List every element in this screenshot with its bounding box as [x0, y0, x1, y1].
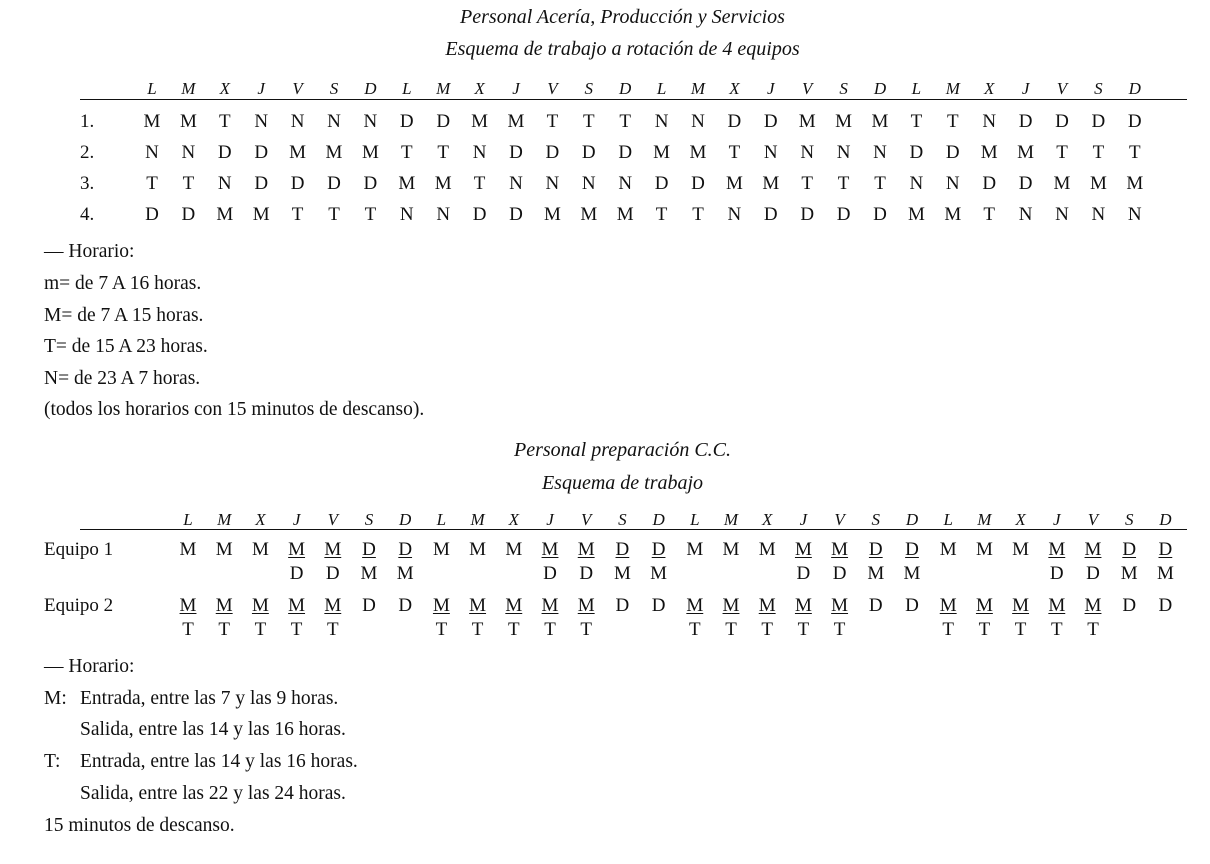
- shift-cell-primary: M: [686, 595, 704, 616]
- day-header-cell: D: [1128, 79, 1141, 98]
- shift-cell: M: [325, 142, 343, 163]
- shift-cell: D: [691, 173, 705, 194]
- shift-cell: D: [836, 204, 851, 225]
- shift-cell-primary: D: [1158, 595, 1173, 616]
- shift-cell: N: [1091, 204, 1106, 225]
- shift-cell-secondary: M: [1156, 563, 1174, 584]
- section2-title: Personal preparación C.C.: [513, 439, 732, 461]
- shift-cell-secondary: T: [1014, 619, 1027, 640]
- day-header-cell: M: [945, 79, 960, 98]
- shift-cell: N: [691, 111, 705, 132]
- shift-cell-primary: D: [398, 539, 413, 560]
- shift-cell: N: [363, 111, 378, 132]
- section1-title: Personal Acería, Producción y Servicios: [460, 6, 785, 28]
- section1-subtitle: Esquema de trabajo a rotación de 4 equipos: [445, 38, 800, 60]
- shift-cell: D: [254, 173, 269, 194]
- shift-cell-primary: M: [215, 539, 233, 560]
- shift-cell: T: [473, 173, 486, 194]
- shift-cell: M: [179, 111, 197, 132]
- team-label: 2.: [80, 142, 95, 163]
- day-header-cell: L: [402, 79, 412, 98]
- shift-cell-primary: D: [1158, 539, 1173, 560]
- shift-cell: D: [399, 111, 414, 132]
- shift-cell: D: [254, 142, 269, 163]
- shift-cell: N: [1127, 204, 1142, 225]
- shift-cell-secondary: M: [650, 563, 668, 584]
- day-header-cell: X: [1015, 510, 1026, 529]
- shift-cell: N: [1018, 204, 1033, 225]
- shift-cell: T: [218, 111, 231, 132]
- shift-cell: D: [581, 142, 596, 163]
- day-header-cell: D: [619, 79, 632, 98]
- shift-cell: D: [436, 111, 451, 132]
- day-header-cell: X: [761, 510, 773, 529]
- day-header-cell: X: [729, 79, 740, 98]
- day-header-cell: S: [584, 79, 594, 98]
- shift-cell-secondary: D: [832, 563, 847, 584]
- shift-cell-primary: M: [939, 539, 957, 560]
- shift-cell: D: [545, 142, 560, 163]
- shift-cell: N: [254, 111, 269, 132]
- day-header-cell: V: [1087, 510, 1099, 529]
- day-header-cell: J: [292, 510, 301, 529]
- shift-cell: D: [945, 142, 960, 163]
- shift-cell-secondary: T: [1050, 619, 1063, 640]
- shift-cell: M: [944, 204, 962, 225]
- shift-cell-primary: M: [215, 595, 233, 616]
- shift-cell: D: [1091, 111, 1106, 132]
- shift-cell-primary: M: [939, 595, 957, 616]
- day-header-cell: J: [1021, 79, 1030, 98]
- shift-cell-secondary: T: [435, 619, 448, 640]
- day-header-cell: V: [834, 510, 845, 529]
- team-label: 3.: [80, 173, 95, 194]
- day-header-cell: J: [546, 510, 554, 529]
- schedule-note: m= de 7 A 16 horas.: [44, 273, 202, 294]
- shift-cell-primary: M: [179, 539, 197, 560]
- shift-cell-secondary: M: [867, 563, 885, 584]
- shift-cell: D: [800, 204, 815, 225]
- day-header-cell: M: [436, 79, 451, 98]
- shift-cell: N: [436, 204, 451, 225]
- schedule-note: — Horario:: [44, 241, 135, 262]
- shift-cell-primary: M: [1084, 539, 1102, 560]
- shift-cell: T: [582, 111, 595, 132]
- t-salida: Salida, entre las 22 y las 24 horas.: [80, 783, 346, 804]
- day-header-cell: S: [839, 79, 848, 98]
- shift-cell: M: [798, 111, 816, 132]
- day-header-cell: X: [255, 510, 266, 529]
- day-header-cell: S: [618, 510, 627, 529]
- day-header-cell: S: [871, 510, 881, 529]
- shift-cell-secondary: T: [326, 619, 339, 640]
- shift-cell-secondary: T: [471, 619, 484, 640]
- shift-cell: N: [181, 142, 196, 163]
- shift-cell-primary: M: [1048, 539, 1066, 560]
- shift-cell-secondary: T: [182, 619, 194, 640]
- shift-cell: T: [874, 173, 886, 194]
- shift-cell-primary: M: [1012, 595, 1030, 616]
- shift-cell: M: [835, 111, 853, 132]
- schedule-note: T= de 15 A 23 horas.: [44, 336, 208, 357]
- m-key: M:: [44, 688, 67, 709]
- shift-cell: M: [1126, 173, 1144, 194]
- t-entrada: Entrada, entre las 14 y las 16 horas.: [80, 751, 358, 772]
- shift-cell: N: [654, 111, 669, 132]
- shift-cell: M: [289, 142, 307, 163]
- shift-cell-primary: M: [577, 539, 595, 560]
- shift-cell-primary: D: [1122, 539, 1137, 560]
- section2-horario-heading: — Horario:: [44, 656, 135, 677]
- shift-cell-primary: M: [831, 539, 849, 560]
- shift-cell: T: [1092, 142, 1105, 163]
- shift-cell-primary: D: [362, 539, 376, 560]
- shift-cell-primary: M: [432, 539, 450, 560]
- shift-cell-secondary: T: [507, 619, 520, 640]
- shift-cell: M: [398, 173, 416, 194]
- day-header-cell: D: [873, 79, 887, 98]
- day-header-cell: V: [292, 79, 303, 98]
- shift-cell-primary: M: [505, 539, 523, 560]
- shift-cell: T: [910, 111, 923, 132]
- shift-cell: T: [364, 204, 377, 225]
- day-header-cell: D: [905, 510, 919, 529]
- shift-cell: M: [653, 142, 671, 163]
- shift-cell: D: [1018, 111, 1033, 132]
- shift-cell-secondary: D: [1086, 563, 1100, 584]
- shift-cell-secondary: T: [761, 619, 773, 640]
- t-key: T:: [44, 751, 61, 772]
- shift-cell-primary: D: [905, 595, 919, 616]
- shift-cell: N: [836, 142, 851, 163]
- day-header-cell: J: [1053, 510, 1061, 529]
- shift-cell: D: [982, 173, 997, 194]
- day-header-cell: S: [1124, 510, 1134, 529]
- shift-cell-primary: M: [432, 595, 450, 616]
- day-header-cell: M: [181, 79, 196, 98]
- day-header-cell: M: [690, 79, 706, 98]
- m-entrada: Entrada, entre las 7 y las 9 horas.: [80, 688, 339, 709]
- shift-cell: T: [328, 204, 340, 225]
- shift-cell-secondary: T: [218, 619, 230, 640]
- shift-cell-primary: M: [469, 539, 487, 560]
- shift-cell: T: [146, 173, 158, 194]
- shift-cell-primary: D: [1122, 595, 1137, 616]
- equipo-label: Equipo 1: [44, 539, 114, 560]
- shift-cell: M: [361, 142, 379, 163]
- shift-cell-primary: D: [615, 595, 630, 616]
- shift-cell-primary: M: [975, 595, 993, 616]
- shift-cell-primary: M: [288, 595, 306, 616]
- day-header-cell: L: [147, 79, 157, 98]
- shift-cell-secondary: M: [360, 563, 378, 584]
- shift-cell-primary: M: [722, 595, 740, 616]
- day-header-cell: S: [364, 510, 374, 529]
- shift-cell: D: [290, 173, 305, 194]
- shift-cell: N: [472, 142, 487, 163]
- shift-cell-secondary: T: [254, 619, 267, 640]
- shift-cell-primary: M: [251, 595, 269, 616]
- shift-cell: T: [437, 142, 449, 163]
- shift-cell: N: [945, 173, 960, 194]
- shift-cell: T: [400, 142, 413, 163]
- shift-cell: N: [982, 111, 997, 132]
- shift-cell-secondary: D: [543, 563, 557, 584]
- team-label: 1.: [80, 111, 95, 132]
- shift-cell-secondary: M: [1120, 563, 1138, 584]
- day-header-cell: L: [943, 510, 953, 529]
- equipo-label: Equipo 2: [44, 595, 114, 616]
- shift-cell: D: [763, 204, 778, 225]
- day-header-cell: X: [983, 79, 995, 98]
- shift-cell: N: [763, 142, 778, 163]
- shift-cell-primary: M: [758, 539, 776, 560]
- shift-cell: N: [909, 173, 924, 194]
- day-header-cell: V: [580, 510, 592, 529]
- day-header-cell: J: [799, 510, 808, 529]
- shift-cell: M: [980, 142, 998, 163]
- day-header-cell: D: [364, 79, 377, 98]
- day-header-cell: J: [512, 79, 520, 98]
- shift-cell-secondary: M: [396, 563, 414, 584]
- shift-cell: T: [728, 142, 741, 163]
- shift-cell-primary: M: [577, 595, 595, 616]
- shift-cell: T: [182, 173, 195, 194]
- shift-cell: N: [509, 173, 523, 194]
- shift-cell: M: [871, 111, 889, 132]
- shift-cell: D: [873, 204, 887, 225]
- shift-cell-secondary: T: [725, 619, 737, 640]
- day-header-cell: D: [1159, 510, 1172, 529]
- shift-cell: T: [619, 111, 631, 132]
- shift-cell: D: [327, 173, 341, 194]
- schedule-note: M= de 7 A 15 horas.: [44, 305, 204, 326]
- day-header-cell: M: [977, 510, 992, 529]
- day-header-cell: J: [767, 79, 775, 98]
- shift-cell-secondary: M: [613, 563, 631, 584]
- shift-cell: M: [434, 173, 452, 194]
- day-header-cell: X: [219, 79, 230, 98]
- shift-cell-primary: M: [1084, 595, 1102, 616]
- shift-cell-primary: M: [179, 595, 197, 616]
- day-header-cell: S: [1094, 79, 1103, 98]
- shift-cell-secondary: D: [1049, 563, 1064, 584]
- day-header-cell: L: [436, 510, 447, 529]
- shift-cell-primary: D: [615, 539, 630, 560]
- schedule-note: N= de 23 A 7 horas.: [44, 368, 201, 389]
- shift-cell-primary: M: [324, 539, 342, 560]
- day-header-cell: M: [723, 510, 739, 529]
- shift-cell: D: [472, 204, 487, 225]
- shift-cell: D: [1127, 111, 1142, 132]
- shift-cell: N: [545, 173, 560, 194]
- day-header-cell: L: [656, 79, 667, 98]
- shift-cell-secondary: T: [833, 619, 846, 640]
- shift-cell-secondary: D: [579, 563, 594, 584]
- day-header-cell: L: [183, 510, 193, 529]
- shift-cell-primary: M: [505, 595, 523, 616]
- team-label: 4.: [80, 204, 95, 225]
- shift-cell: T: [1056, 142, 1068, 163]
- shift-cell: T: [291, 204, 304, 225]
- shift-cell-secondary: D: [325, 563, 340, 584]
- shift-cell: N: [618, 173, 633, 194]
- shift-cell: D: [363, 173, 378, 194]
- shift-cell-primary: D: [651, 539, 666, 560]
- shift-cell: M: [216, 204, 234, 225]
- shift-cell-primary: M: [1012, 539, 1030, 560]
- shift-cell-secondary: T: [290, 619, 303, 640]
- day-header-cell: V: [547, 79, 558, 98]
- shift-cell: D: [1055, 111, 1069, 132]
- shift-cell: T: [983, 204, 995, 225]
- shift-cell: T: [1128, 142, 1141, 163]
- day-header-cell: J: [257, 79, 265, 98]
- shift-cell-primary: M: [541, 595, 559, 616]
- shift-cell: M: [1089, 173, 1107, 194]
- shift-cell-primary: M: [831, 595, 849, 616]
- shift-cell: M: [689, 142, 707, 163]
- shift-cell: T: [837, 173, 850, 194]
- shift-cell-primary: M: [1048, 595, 1066, 616]
- shift-cell: M: [907, 204, 925, 225]
- shift-cell: N: [290, 111, 305, 132]
- shift-cell-secondary: T: [544, 619, 556, 640]
- shift-cell: N: [217, 173, 232, 194]
- shift-cell: M: [1017, 142, 1035, 163]
- shift-cell-secondary: T: [580, 619, 592, 640]
- shift-cell-secondary: T: [1087, 619, 1099, 640]
- shift-cell-secondary: D: [796, 563, 811, 584]
- shift-cell: N: [327, 111, 341, 132]
- shift-cell: T: [655, 204, 668, 225]
- day-header-cell: M: [470, 510, 485, 529]
- day-header-cell: D: [652, 510, 665, 529]
- shift-cell-primary: M: [975, 539, 993, 560]
- shift-cell: T: [801, 173, 813, 194]
- shift-cell: N: [399, 204, 414, 225]
- shift-cell: D: [509, 204, 523, 225]
- shift-cell: D: [654, 173, 669, 194]
- day-header-cell: D: [399, 510, 412, 529]
- schedule-note: (todos los horarios con 15 minutos de descanso).: [44, 399, 425, 420]
- shift-cell: D: [181, 204, 196, 225]
- shift-cell-secondary: T: [978, 619, 991, 640]
- shift-cell: M: [471, 111, 489, 132]
- descanso-note: 15 minutos de descanso.: [44, 815, 235, 836]
- day-header-cell: M: [217, 510, 232, 529]
- shift-cell: T: [946, 111, 959, 132]
- shift-cell: M: [1053, 173, 1071, 194]
- shift-cell-primary: M: [794, 595, 812, 616]
- shift-cell-secondary: T: [797, 619, 810, 640]
- shift-cell-primary: M: [541, 539, 559, 560]
- shift-cell: D: [217, 142, 232, 163]
- shift-cell: N: [800, 142, 815, 163]
- shift-cell: M: [543, 204, 561, 225]
- shift-cell-secondary: T: [942, 619, 954, 640]
- section2-subtitle: Esquema de trabajo: [541, 472, 704, 494]
- shift-cell: D: [1018, 173, 1033, 194]
- shift-cell: N: [581, 173, 596, 194]
- day-header-cell: S: [329, 79, 339, 98]
- shift-cell: M: [507, 111, 525, 132]
- shift-cell-primary: D: [651, 595, 666, 616]
- shift-cell-primary: M: [686, 539, 704, 560]
- shift-cell-primary: D: [868, 539, 883, 560]
- day-header-cell: L: [911, 79, 922, 98]
- shift-cell: M: [725, 173, 743, 194]
- shift-cell-primary: M: [722, 539, 740, 560]
- shift-cell: N: [727, 204, 742, 225]
- section2-rule: [80, 529, 1187, 530]
- shift-cell-secondary: D: [289, 563, 304, 584]
- day-header-cell: X: [508, 510, 519, 529]
- shift-cell: D: [145, 204, 159, 225]
- day-header-cell: V: [327, 510, 338, 529]
- day-header-cell: X: [474, 79, 485, 98]
- shift-cell: D: [727, 111, 742, 132]
- section1-rule: [80, 99, 1187, 100]
- shift-cell-secondary: M: [903, 563, 921, 584]
- shift-cell: T: [692, 204, 704, 225]
- shift-cell-primary: D: [905, 539, 919, 560]
- shift-cell-primary: M: [758, 595, 776, 616]
- shift-cell: N: [145, 142, 159, 163]
- shift-cell: M: [143, 111, 161, 132]
- shift-cell: N: [1055, 204, 1069, 225]
- day-header-cell: V: [801, 79, 813, 98]
- day-header-cell: V: [1056, 79, 1068, 98]
- shift-cell-primary: D: [868, 595, 883, 616]
- shift-cell-primary: D: [398, 595, 413, 616]
- shift-cell-primary: M: [288, 539, 306, 560]
- shift-cell: M: [762, 173, 780, 194]
- m-salida: Salida, entre las 14 y las 16 horas.: [80, 719, 346, 740]
- shift-cell-primary: M: [469, 595, 487, 616]
- shift-cell-primary: M: [794, 539, 812, 560]
- shift-cell-primary: M: [324, 595, 342, 616]
- shift-cell-secondary: T: [688, 619, 701, 640]
- shift-cell: D: [909, 142, 924, 163]
- shift-cell: D: [618, 142, 633, 163]
- shift-cell: D: [763, 111, 778, 132]
- shift-cell: M: [580, 204, 598, 225]
- day-header-cell: L: [690, 510, 700, 529]
- shift-cell: M: [252, 204, 270, 225]
- shift-cell: M: [616, 204, 634, 225]
- shift-cell-primary: D: [362, 595, 376, 616]
- shift-cell: T: [546, 111, 559, 132]
- shift-cell-primary: M: [251, 539, 269, 560]
- shift-cell: N: [873, 142, 887, 163]
- shift-cell: D: [509, 142, 523, 163]
